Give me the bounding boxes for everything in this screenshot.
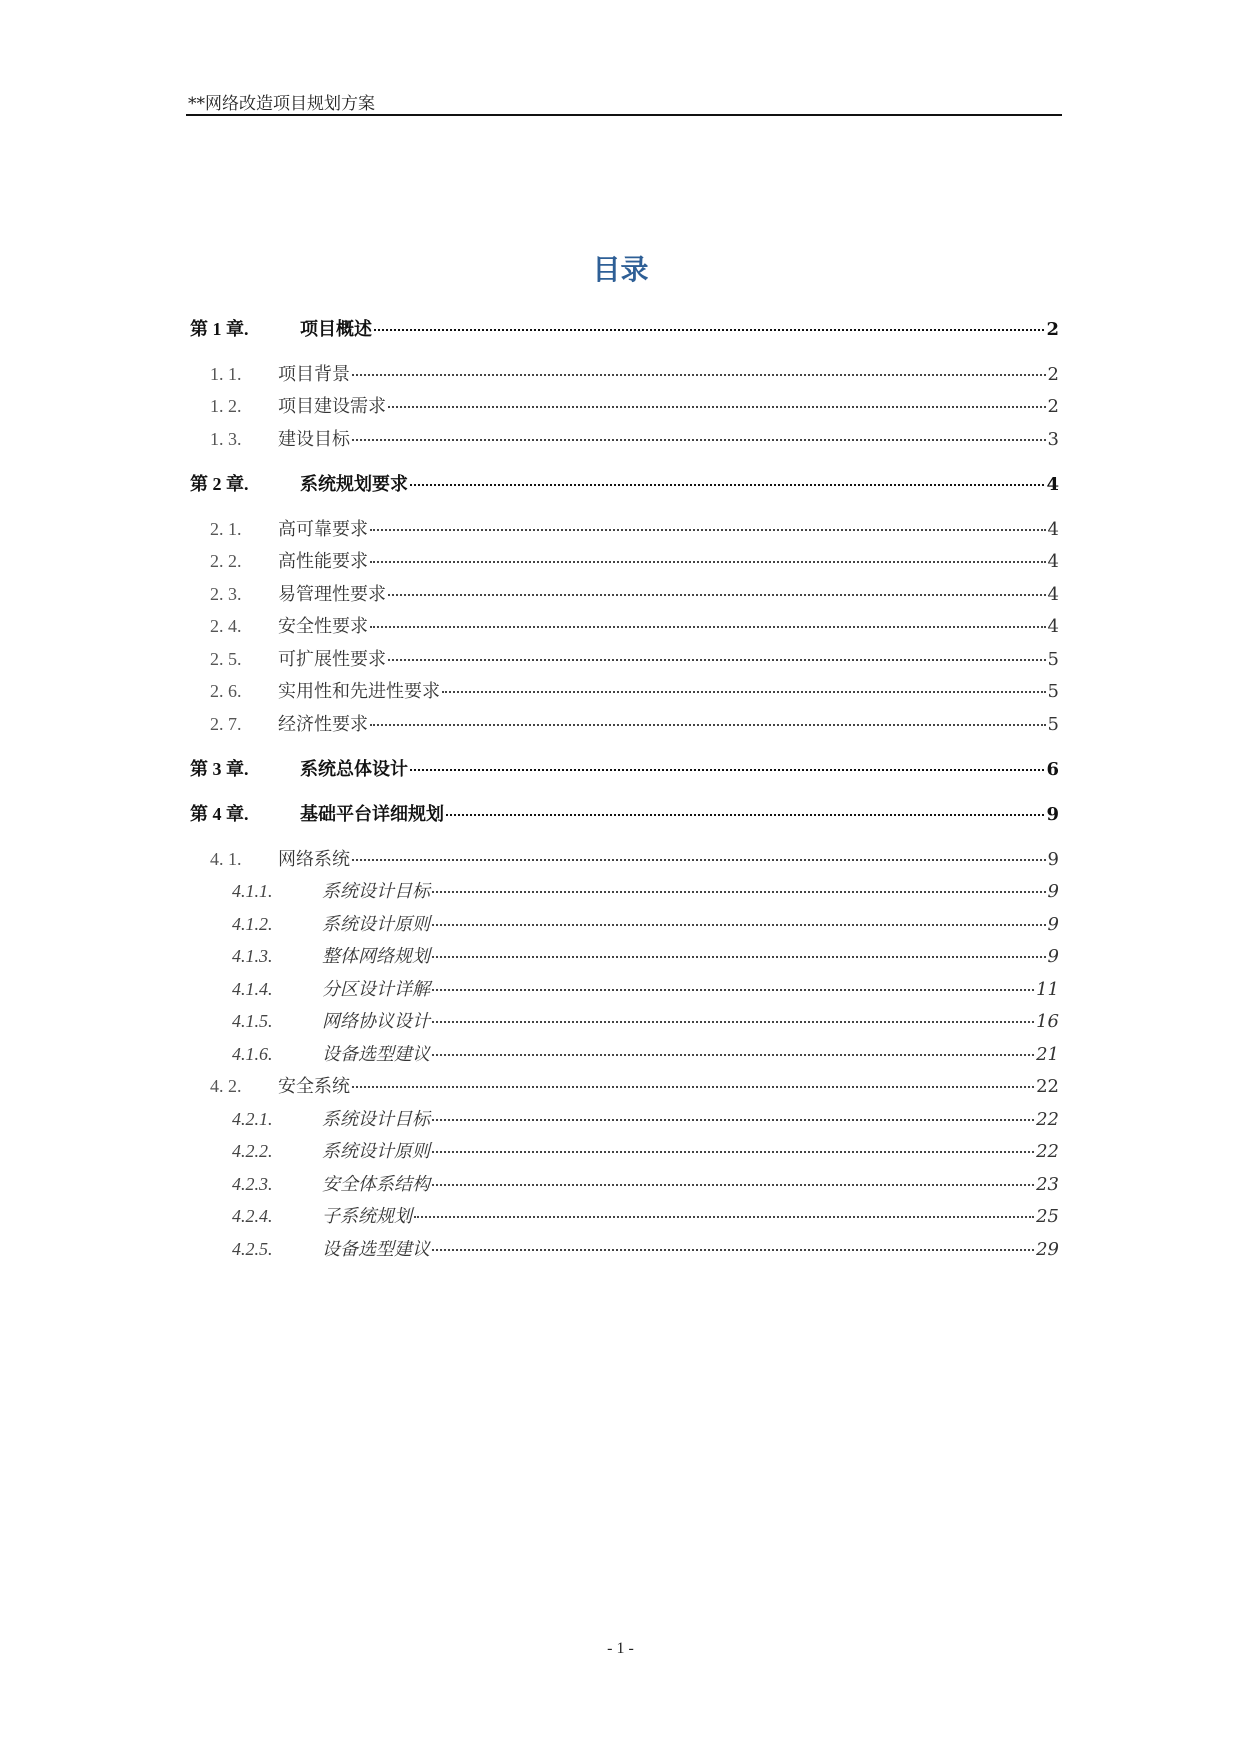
toc-entry-title: 高可靠要求 — [278, 519, 368, 540]
toc-entry-page: 2 — [1046, 319, 1059, 340]
dot-leader — [446, 813, 1044, 816]
toc-entry-subsection[interactable] — [232, 975, 1059, 1003]
toc-entry-title: 系统设计原则 — [322, 914, 430, 935]
toc-entry-chapter-3[interactable] — [190, 755, 1059, 783]
toc-entry-number: 2. 1. — [210, 519, 242, 539]
toc-entry-page: 9 — [1047, 881, 1059, 902]
toc-entry-subsection[interactable] — [232, 877, 1059, 905]
toc-entry-section[interactable] — [210, 677, 1059, 705]
dot-leader — [414, 1215, 1034, 1218]
toc-entry-title: 分区设计详解 — [322, 979, 430, 1000]
dot-leader — [432, 1020, 1034, 1023]
toc-entry-title: 网络系统 — [278, 849, 350, 870]
dot-leader — [388, 405, 1046, 408]
dot-leader — [410, 768, 1044, 771]
toc-entry-title: 项目建设需求 — [278, 396, 386, 417]
toc-entry-number: 4.2.3. — [232, 1174, 273, 1194]
toc-entry-title: 安全性要求 — [278, 616, 368, 637]
toc-entry-page: 9 — [1046, 804, 1059, 825]
toc-entry-page: 21 — [1036, 1044, 1059, 1065]
toc-entry-section[interactable] — [210, 392, 1059, 420]
toc-entry-number: 4.1.5. — [232, 1011, 273, 1031]
toc-entry-chapter-2[interactable] — [190, 470, 1059, 498]
toc-entry-page: 9 — [1047, 849, 1059, 870]
toc-entry-title: 基础平台详细规划 — [300, 804, 444, 825]
toc-entry-section[interactable] — [210, 425, 1059, 453]
toc-entry-page: 22 — [1036, 1141, 1059, 1162]
dot-leader — [388, 658, 1046, 661]
toc-entry-section[interactable] — [210, 547, 1059, 575]
dot-leader — [432, 955, 1046, 958]
toc-entry-number: 4. 1. — [210, 849, 242, 869]
dot-leader — [388, 593, 1046, 596]
dot-leader — [432, 1248, 1034, 1251]
toc-entry-subsection[interactable] — [232, 910, 1059, 938]
toc-entry-number: 2. 7. — [210, 714, 242, 734]
toc-entry-title: 易管理性要求 — [278, 584, 386, 605]
toc-entry-title: 系统规划要求 — [300, 474, 408, 495]
toc-entry-number: 4.2.4. — [232, 1206, 273, 1226]
dot-leader — [432, 890, 1046, 893]
toc-entry-title: 经济性要求 — [278, 714, 368, 735]
dot-leader — [370, 560, 1046, 563]
toc-entry-page: 16 — [1036, 1011, 1059, 1032]
dot-leader — [432, 1118, 1034, 1121]
toc-entry-number: 4.1.6. — [232, 1044, 273, 1064]
toc-entry-page: 4 — [1047, 551, 1059, 572]
toc-entry-title: 系统设计原则 — [322, 1141, 430, 1162]
dot-leader — [370, 723, 1046, 726]
dot-leader — [432, 1053, 1034, 1056]
toc-entry-number: 2. 5. — [210, 649, 242, 669]
toc-entry-number: 1. 3. — [210, 429, 242, 449]
toc-entry-number: 4. 2. — [210, 1076, 242, 1096]
toc-entry-number: 2. 6. — [210, 681, 242, 701]
toc-entry-page: 25 — [1036, 1206, 1059, 1227]
toc-entry-subsection[interactable] — [232, 1202, 1059, 1230]
toc-entry-title: 系统设计目标 — [322, 1109, 430, 1130]
toc-entry-page: 22 — [1036, 1109, 1059, 1130]
toc-entry-number: 4.1.4. — [232, 979, 273, 999]
dot-leader — [432, 1150, 1034, 1153]
toc-entry-page: 2 — [1047, 364, 1059, 385]
toc-entry-page: 4 — [1047, 616, 1059, 637]
toc-entry-subsection[interactable] — [232, 1137, 1059, 1165]
toc-entry-page: 2 — [1047, 396, 1059, 417]
dot-leader — [352, 858, 1046, 861]
toc-entry-page: 9 — [1047, 914, 1059, 935]
toc-entry-section[interactable] — [210, 360, 1059, 388]
toc-entry-title: 安全系统 — [278, 1076, 350, 1097]
toc-entry-page: 5 — [1047, 649, 1059, 670]
toc-entry-number: 4.2.2. — [232, 1141, 273, 1161]
toc-entry-page: 22 — [1036, 1076, 1059, 1097]
toc-entry-title: 网络协议设计 — [322, 1011, 430, 1032]
toc-entry-title: 实用性和先进性要求 — [278, 681, 440, 702]
dot-leader — [432, 923, 1046, 926]
toc-entry-title: 可扩展性要求 — [278, 649, 386, 670]
toc-entry-page: 9 — [1047, 946, 1059, 967]
dot-leader — [442, 690, 1046, 693]
toc-entry-title: 设备选型建议 — [322, 1239, 430, 1260]
toc-entry-title: 项目背景 — [278, 364, 350, 385]
toc-entry-number: 1. 2. — [210, 396, 242, 416]
dot-leader — [352, 438, 1046, 441]
toc-entry-chapter-1[interactable] — [190, 315, 1059, 343]
dot-leader — [374, 328, 1044, 331]
toc-entry-number: 2. 4. — [210, 616, 242, 636]
toc-entry-page: 3 — [1047, 429, 1059, 450]
document-title: **网络改造项目规划方案 — [188, 94, 375, 114]
toc-entry-number: 2. 3. — [210, 584, 242, 604]
toc-entry-section[interactable] — [210, 612, 1059, 640]
toc-entry-title: 高性能要求 — [278, 551, 368, 572]
dot-leader — [410, 483, 1044, 486]
dot-leader — [370, 528, 1046, 531]
toc-entry-section[interactable] — [210, 710, 1059, 738]
toc-entry-title: 系统总体设计 — [300, 759, 408, 780]
toc-entry-title: 设备选型建议 — [322, 1044, 430, 1065]
toc-entry-section[interactable] — [210, 845, 1059, 873]
toc-entry-chapter-4[interactable] — [190, 800, 1059, 828]
toc-entry-number: 4.1.1. — [232, 881, 273, 901]
toc-entry-subsection[interactable] — [232, 1007, 1059, 1035]
toc-entry-page: 23 — [1036, 1174, 1059, 1195]
toc-entry-subsection[interactable] — [232, 1040, 1059, 1068]
toc-entry-page: 5 — [1047, 681, 1059, 702]
toc-entry-title: 项目概述 — [300, 319, 372, 340]
toc-entry-number: 2. 2. — [210, 551, 242, 571]
toc-entry-number: 第 4 章. — [190, 804, 249, 824]
toc-entry-title: 整体网络规划 — [322, 946, 430, 967]
toc-entry-page: 29 — [1036, 1239, 1059, 1260]
dot-leader — [352, 373, 1046, 376]
toc-entry-subsection[interactable] — [232, 1235, 1059, 1263]
toc-entry-section[interactable] — [210, 645, 1059, 673]
toc-entry-section[interactable] — [210, 515, 1059, 543]
toc-entry-subsection[interactable] — [232, 1170, 1059, 1198]
toc-entry-number: 第 2 章. — [190, 474, 249, 494]
toc-entry-subsection[interactable] — [232, 1105, 1059, 1133]
toc-entry-subsection[interactable] — [232, 942, 1059, 970]
page-number: - 1 - — [607, 1640, 634, 1657]
dot-leader — [432, 988, 1034, 991]
toc-entry-title: 系统设计目标 — [322, 881, 430, 902]
dot-leader — [352, 1085, 1034, 1088]
toc-entry-section[interactable] — [210, 1072, 1059, 1100]
toc-entry-page: 4 — [1047, 519, 1059, 540]
toc-entry-number: 4.1.2. — [232, 914, 273, 934]
dot-leader — [370, 625, 1046, 628]
toc-entry-number: 4.2.5. — [232, 1239, 273, 1259]
toc-entry-number: 4.2.1. — [232, 1109, 273, 1129]
toc-heading: 目录 — [592, 253, 649, 286]
toc-entry-title: 子系统规划 — [322, 1206, 412, 1227]
toc-entry-page: 6 — [1046, 759, 1059, 780]
toc-entry-page: 4 — [1046, 474, 1059, 495]
toc-entry-title: 建设目标 — [278, 429, 350, 450]
toc-entry-number: 1. 1. — [210, 364, 242, 384]
toc-entry-number: 4.1.3. — [232, 946, 273, 966]
toc-entry-number: 第 1 章. — [190, 319, 249, 339]
dot-leader — [432, 1183, 1034, 1186]
toc-entry-page: 4 — [1047, 584, 1059, 605]
toc-entry-page: 11 — [1036, 979, 1059, 1000]
toc-entry-page: 5 — [1047, 714, 1059, 735]
toc-entry-number: 第 3 章. — [190, 759, 249, 779]
toc-entry-section[interactable] — [210, 580, 1059, 608]
toc-entry-title: 安全体系结构 — [322, 1174, 430, 1195]
